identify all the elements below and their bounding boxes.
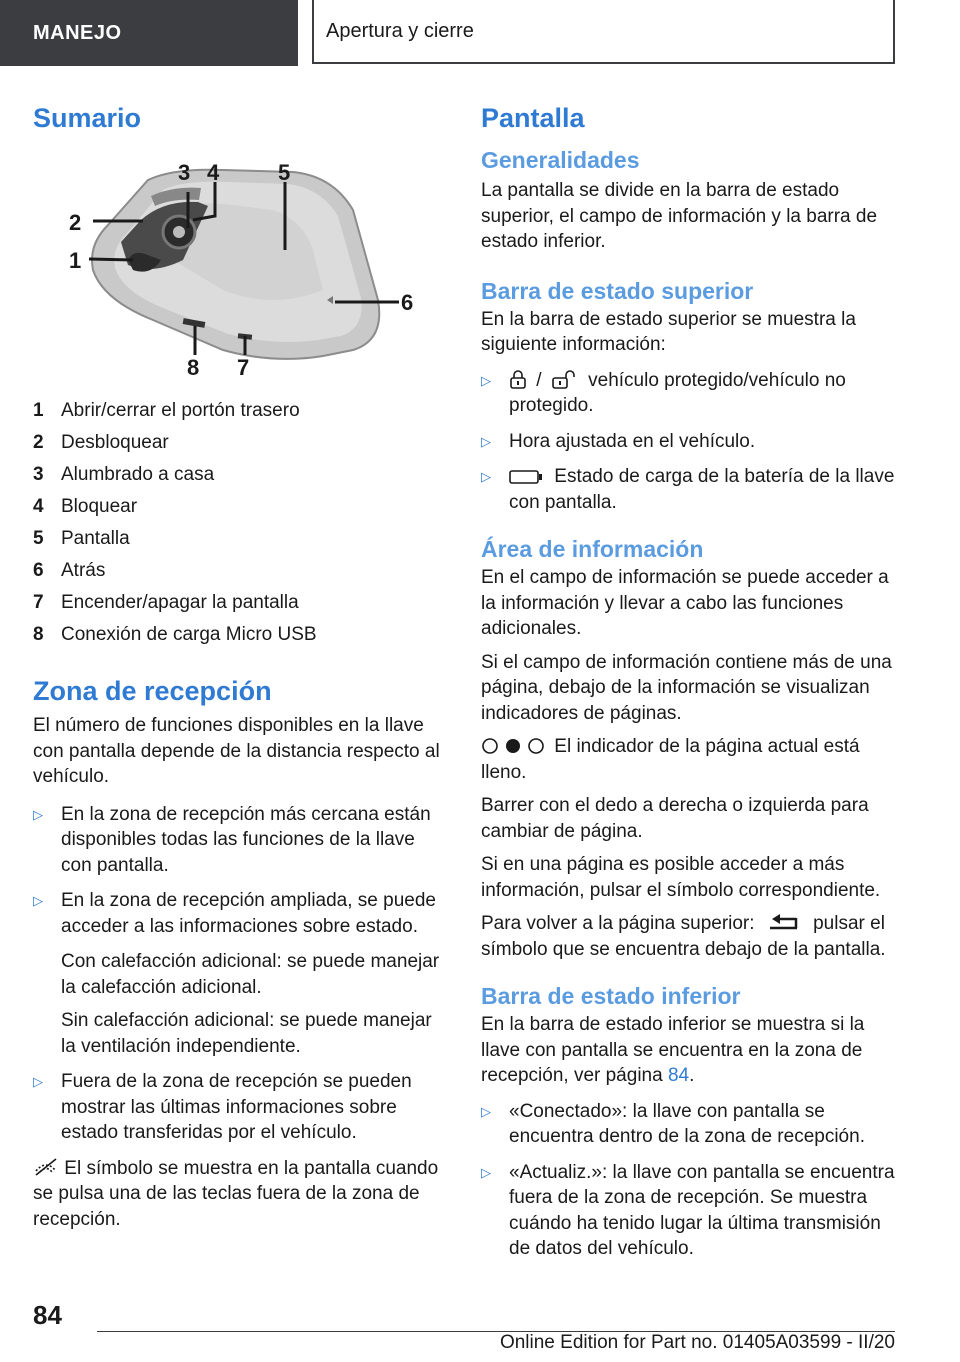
bullet-item: ▷ En la zona de recepción más cercana están disponibles todas las funciones de la llave con pantalla. [33, 802, 448, 879]
area-text-4: Barrer con el dedo a derecha o izquierda para cambiar de página. [481, 795, 869, 842]
bullet-triangle-icon: ▷ [481, 372, 491, 388]
callout-7: 7 [237, 355, 250, 378]
back-arrow-icon [766, 914, 802, 932]
list-item: 2 Desbloquear [33, 432, 169, 453]
sumario-heading: Sumario [33, 103, 142, 133]
inferior-heading: Barra de estado inferior [481, 983, 741, 1009]
chapter-title: Apertura y cierre [326, 19, 474, 42]
area-heading: Área de información [481, 536, 704, 562]
list-item: 8 Conexión de carga Micro USB [33, 624, 317, 645]
bullet-item: ▷ / vehículo protegido/vehículo no protegido. [481, 368, 899, 419]
bullet-triangle-icon: ▷ [481, 1164, 491, 1180]
superior-intro: En la barra de estado superior se muestra la siguiente información: [481, 308, 856, 355]
bullet-item: ▷ Hora ajustada en el vehículo. [481, 429, 899, 455]
inferior-intro: En la barra de estado inferior se muestra si la llave con pantalla se encuentra en la zona de recepción, ver página 84. [481, 1014, 865, 1086]
bullet-triangle-icon: ▷ [33, 806, 43, 822]
bullet-item: ▷ Estado de carga de la batería de la llave con pantalla. [481, 464, 899, 515]
bullet-item: ▷ «Actualiz.»: la llave con pantalla se encuentra fuera de la zona de recepción. Se muestra cuándo ha tenido lugar la última transmisión de datos del vehículo. [481, 1160, 899, 1262]
bullet-triangle-icon: ▷ [481, 469, 491, 484]
symbol-note: El símbolo se muestra en la pantalla cuando se pulsa una de las teclas fuera de la zona de recepción. [33, 1157, 439, 1230]
callout-8: 8 [187, 355, 200, 378]
section-title: MANEJO [33, 21, 122, 44]
area-text-2: Si el campo de información contiene más de una página, debajo de la información se visualizan indicadores de páginas. [481, 651, 892, 724]
lock-open-icon [551, 369, 577, 389]
area-text-5: Si en una página es posible acceder a más información, pulsar el símbolo correspondiente. [481, 854, 881, 901]
generalidades-heading: Generalidades [481, 147, 640, 173]
callout-5: 5 [278, 160, 291, 185]
no-signal-icon [33, 1157, 59, 1177]
page-number: 84 [33, 1300, 62, 1330]
battery-icon [509, 469, 543, 485]
page-dots-icon [481, 737, 545, 755]
callout-4: 4 [207, 160, 220, 185]
area-text-1: En el campo de información se puede acceder a la información y llevar a cabo las funciones adicionales. [481, 567, 889, 639]
zona-heading: Zona de recepción [33, 676, 272, 706]
list-item: 5 Pantalla [33, 528, 130, 549]
bullet-triangle-icon: ▷ [33, 893, 43, 908]
section-header [0, 0, 298, 66]
pantalla-heading: Pantalla [481, 103, 585, 133]
callout-1: 1 [69, 248, 82, 273]
list-item: 7 Encender/apagar la pantalla [33, 592, 299, 613]
bullet-triangle-icon: ▷ [481, 433, 491, 449]
chapter-header [312, 0, 895, 64]
superior-heading: Barra de estado superior [481, 277, 754, 304]
area-text-3: El indicador de la página actual está lleno. [481, 736, 860, 783]
list-item: 6 Atrás [33, 560, 106, 581]
key-figure [33, 150, 433, 378]
lock-separator: / [536, 369, 542, 391]
edition-note: Online Edition for Part no. 01405A03599 - II/20 [499, 1332, 895, 1353]
callout-6: 6 [401, 290, 414, 315]
area-text-6: Para volver a la página superior: pulsar el símbolo que se encuentra debajo de la pantalla. [481, 913, 886, 960]
callout-2: 2 [69, 210, 82, 235]
list-item: 4 Bloquear [33, 496, 138, 517]
bullet-subtext: Con calefacción adicional: se puede manejar la calefacción adicional. [61, 951, 440, 998]
callout-3: 3 [178, 160, 191, 185]
lock-closed-icon [509, 369, 527, 389]
bullet-item: ▷ «Conectado»: la llave con pantalla se encuentra dentro de la zona de recepción. [481, 1099, 899, 1150]
list-item: 1 Abrir/cerrar el portón trasero [33, 400, 300, 421]
bullet-item: ▷ En la zona de recepción ampliada, se puede acceder a las informaciones sobre estado. [33, 888, 448, 939]
list-item: 3 Alumbrado a casa [33, 464, 215, 485]
zona-intro: El número de funciones disponibles en la llave con pantalla depende de la distancia respecto al vehículo. [33, 715, 440, 787]
bullet-triangle-icon: ▷ [33, 1074, 43, 1089]
right-column [481, 96, 899, 1272]
bullet-subtext: Sin calefacción adicional: se puede manejar la ventilación independiente. [61, 1010, 432, 1057]
legend-list [33, 395, 448, 651]
generalidades-text: La pantalla se divide en la barra de estado superior, el campo de información y la barra de estado inferior. [481, 180, 878, 252]
left-column [33, 96, 448, 1240]
page-link[interactable]: 84 [667, 1065, 690, 1086]
bullet-item: ▷ Fuera de la zona de recepción se pueden mostrar las últimas informaciones sobre estado transferidas por el vehículo. [33, 1069, 448, 1146]
bullet-triangle-icon: ▷ [481, 1103, 491, 1119]
